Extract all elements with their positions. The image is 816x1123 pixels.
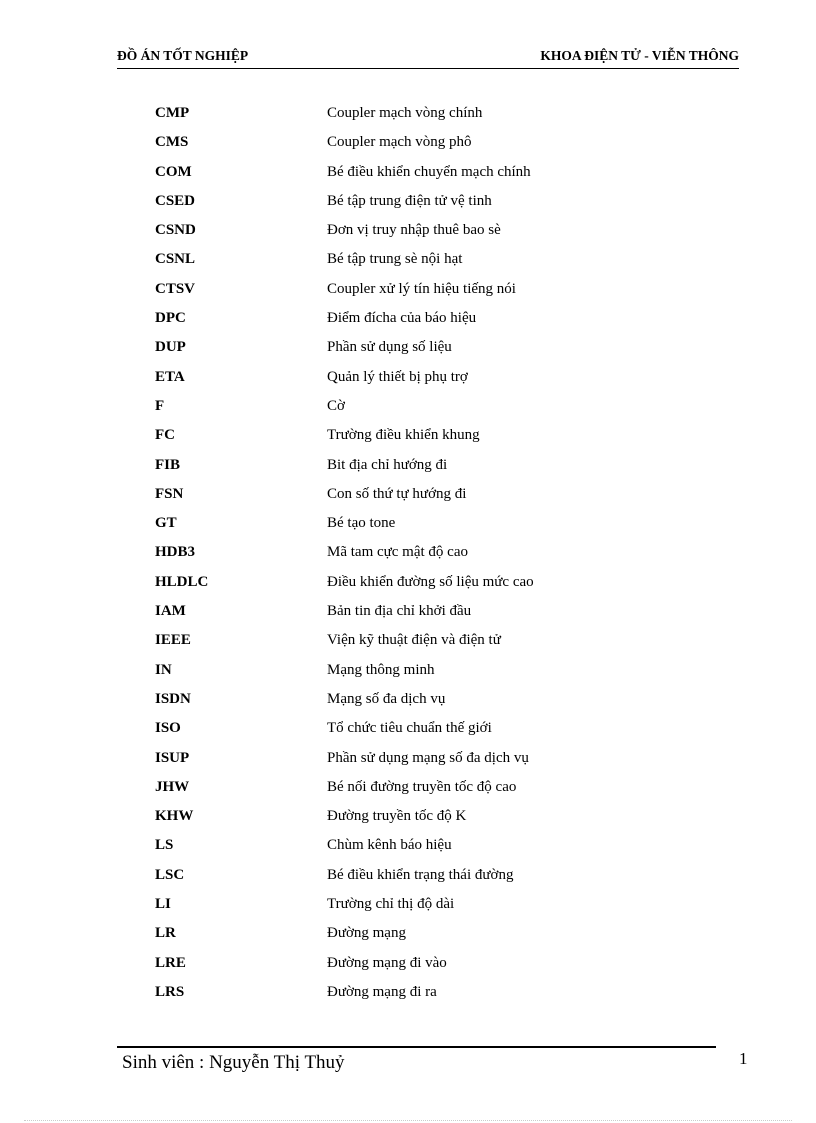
glossary-definition: Điều khiển đường số liệu mức cao <box>327 573 534 590</box>
glossary-row <box>155 423 655 452</box>
glossary-definition: Con số thứ tự hướng đi <box>327 485 467 502</box>
glossary-abbreviation: FSN <box>155 485 184 502</box>
glossary-abbreviation: JHW <box>155 778 190 795</box>
glossary-abbreviation: CSND <box>155 222 196 239</box>
glossary-abbreviation: ISO <box>155 720 181 737</box>
glossary-row <box>155 453 655 482</box>
glossary-abbreviation: F <box>155 397 165 414</box>
glossary-definition: Trường điều khiển khung <box>327 427 480 444</box>
glossary-definition: Viện kỹ thuật điện và điện tử <box>327 632 501 649</box>
glossary-abbreviation: LRE <box>155 954 186 971</box>
glossary-abbreviation: GT <box>155 515 177 532</box>
glossary-abbreviation: LRS <box>155 983 185 1000</box>
glossary-row <box>155 365 655 394</box>
glossary-row <box>155 570 655 599</box>
glossary-abbreviation: FC <box>155 427 175 444</box>
glossary-row <box>155 716 655 745</box>
glossary-definition: Đường truyền tốc độ K <box>327 808 467 825</box>
glossary-abbreviation: CSED <box>155 192 196 209</box>
glossary-row <box>155 775 655 804</box>
glossary-row <box>155 921 655 950</box>
glossary-row <box>155 628 655 657</box>
page-number: 1 <box>739 1049 748 1068</box>
glossary-row <box>155 833 655 862</box>
glossary-definition: Cờ <box>327 397 345 414</box>
glossary-abbreviation: IEEE <box>155 632 191 649</box>
glossary-abbreviation: LR <box>155 925 176 942</box>
glossary-abbreviation: CMS <box>155 134 189 151</box>
glossary-definition: Mã tam cực mật độ cao <box>327 544 468 561</box>
glossary-row <box>155 863 655 892</box>
glossary-abbreviation: ISUP <box>155 749 190 766</box>
glossary-row <box>155 247 655 276</box>
glossary-row <box>155 394 655 423</box>
glossary-abbreviation: CSNL <box>155 251 196 268</box>
header-faculty-title: KHOA ĐIỆN TỬ - VIỄN THÔNG <box>540 48 739 63</box>
glossary-row <box>155 160 655 189</box>
glossary-definition: Đường mạng <box>327 925 406 942</box>
glossary-row <box>155 218 655 247</box>
glossary-row <box>155 804 655 833</box>
glossary-definition: Trường chỉ thị độ dài <box>327 896 455 913</box>
glossary-abbreviation: DPC <box>155 310 186 327</box>
glossary-definition: Bé tập trung điện tử vệ tinh <box>327 192 492 209</box>
glossary-row <box>155 189 655 218</box>
glossary-definition: Phần sử dụng mạng số đa dịch vụ <box>327 749 529 766</box>
header-thesis-title: ĐỒ ÁN TỐT NGHIỆP <box>117 48 249 63</box>
glossary-definition: Đơn vị truy nhập thuê bao sè <box>327 222 501 239</box>
glossary-abbreviation: ETA <box>155 368 185 385</box>
glossary-row <box>155 658 655 687</box>
glossary-row <box>155 482 655 511</box>
glossary-abbreviation: HLDLC <box>155 573 209 590</box>
glossary-abbreviation: FIB <box>155 456 181 473</box>
glossary-row <box>155 746 655 775</box>
glossary-row <box>155 306 655 335</box>
glossary-abbreviation: CMP <box>155 105 190 121</box>
glossary-row <box>155 277 655 306</box>
glossary-definition: Bé điều khiển trạng thái đường <box>327 866 514 883</box>
glossary-definition: Mạng số đa dịch vụ <box>327 690 446 707</box>
page-edge-divider <box>24 1120 792 1121</box>
glossary-definition: Bit địa chỉ hướng đi <box>327 456 448 473</box>
glossary-row <box>155 892 655 921</box>
glossary-row <box>155 540 655 569</box>
glossary-abbreviation: IN <box>155 661 172 678</box>
page-header <box>117 48 739 69</box>
glossary-abbreviation: KHW <box>155 808 194 825</box>
glossary-row <box>155 130 655 159</box>
glossary-row <box>155 980 655 1009</box>
glossary-definition: Tổ chức tiêu chuẩn thế giới <box>327 720 492 737</box>
glossary-definition: Đường mạng đi vào <box>327 954 447 971</box>
glossary-abbreviation: ISDN <box>155 690 191 707</box>
glossary-definition: Đường mạng đi ra <box>327 983 437 1000</box>
glossary-abbreviation: LI <box>155 896 171 913</box>
footer-student-name: Sinh viên : Nguyễn Thị Thuỷ <box>122 1052 345 1073</box>
glossary-definition: Bé điều khiển chuyển mạch chính <box>327 163 531 180</box>
glossary-row <box>155 101 655 130</box>
glossary-abbreviation: DUP <box>155 339 186 356</box>
glossary-definition: Coupler mạch vòng chính <box>327 105 483 121</box>
glossary-row <box>155 511 655 540</box>
glossary-definition: Coupler xử lý tín hiệu tiếng nói <box>327 280 516 297</box>
glossary-definition: Quản lý thiết bị phụ trợ <box>327 368 468 385</box>
glossary-row <box>155 599 655 628</box>
glossary-definition: Bé tạo tone <box>327 515 396 532</box>
glossary-abbreviation: CTSV <box>155 280 196 297</box>
glossary-definition: Điểm đícha của báo hiệu <box>327 310 477 327</box>
glossary-row <box>155 335 655 364</box>
glossary-abbreviation: IAM <box>155 603 186 620</box>
glossary-row <box>155 687 655 716</box>
glossary-definition: Coupler mạch vòng phô <box>327 134 472 151</box>
glossary-abbreviation: LS <box>155 837 174 854</box>
footer-divider <box>117 1046 716 1048</box>
glossary-definition: Bé tập trung sè nội hạt <box>327 251 463 268</box>
glossary-row <box>155 951 655 980</box>
glossary-definition: Bản tin địa chỉ khởi đầu <box>327 603 472 620</box>
glossary-abbreviation: LSC <box>155 866 185 883</box>
glossary-definition: Chùm kênh báo hiệu <box>327 837 452 854</box>
glossary-abbreviation: COM <box>155 163 192 180</box>
abbreviation-list <box>155 101 655 1009</box>
glossary-definition: Mạng thông minh <box>327 661 435 678</box>
glossary-abbreviation: HDB3 <box>155 544 196 561</box>
glossary-definition: Bé nối đường truyền tốc độ cao <box>327 778 517 795</box>
glossary-definition: Phần sử dụng số liệu <box>327 339 452 356</box>
